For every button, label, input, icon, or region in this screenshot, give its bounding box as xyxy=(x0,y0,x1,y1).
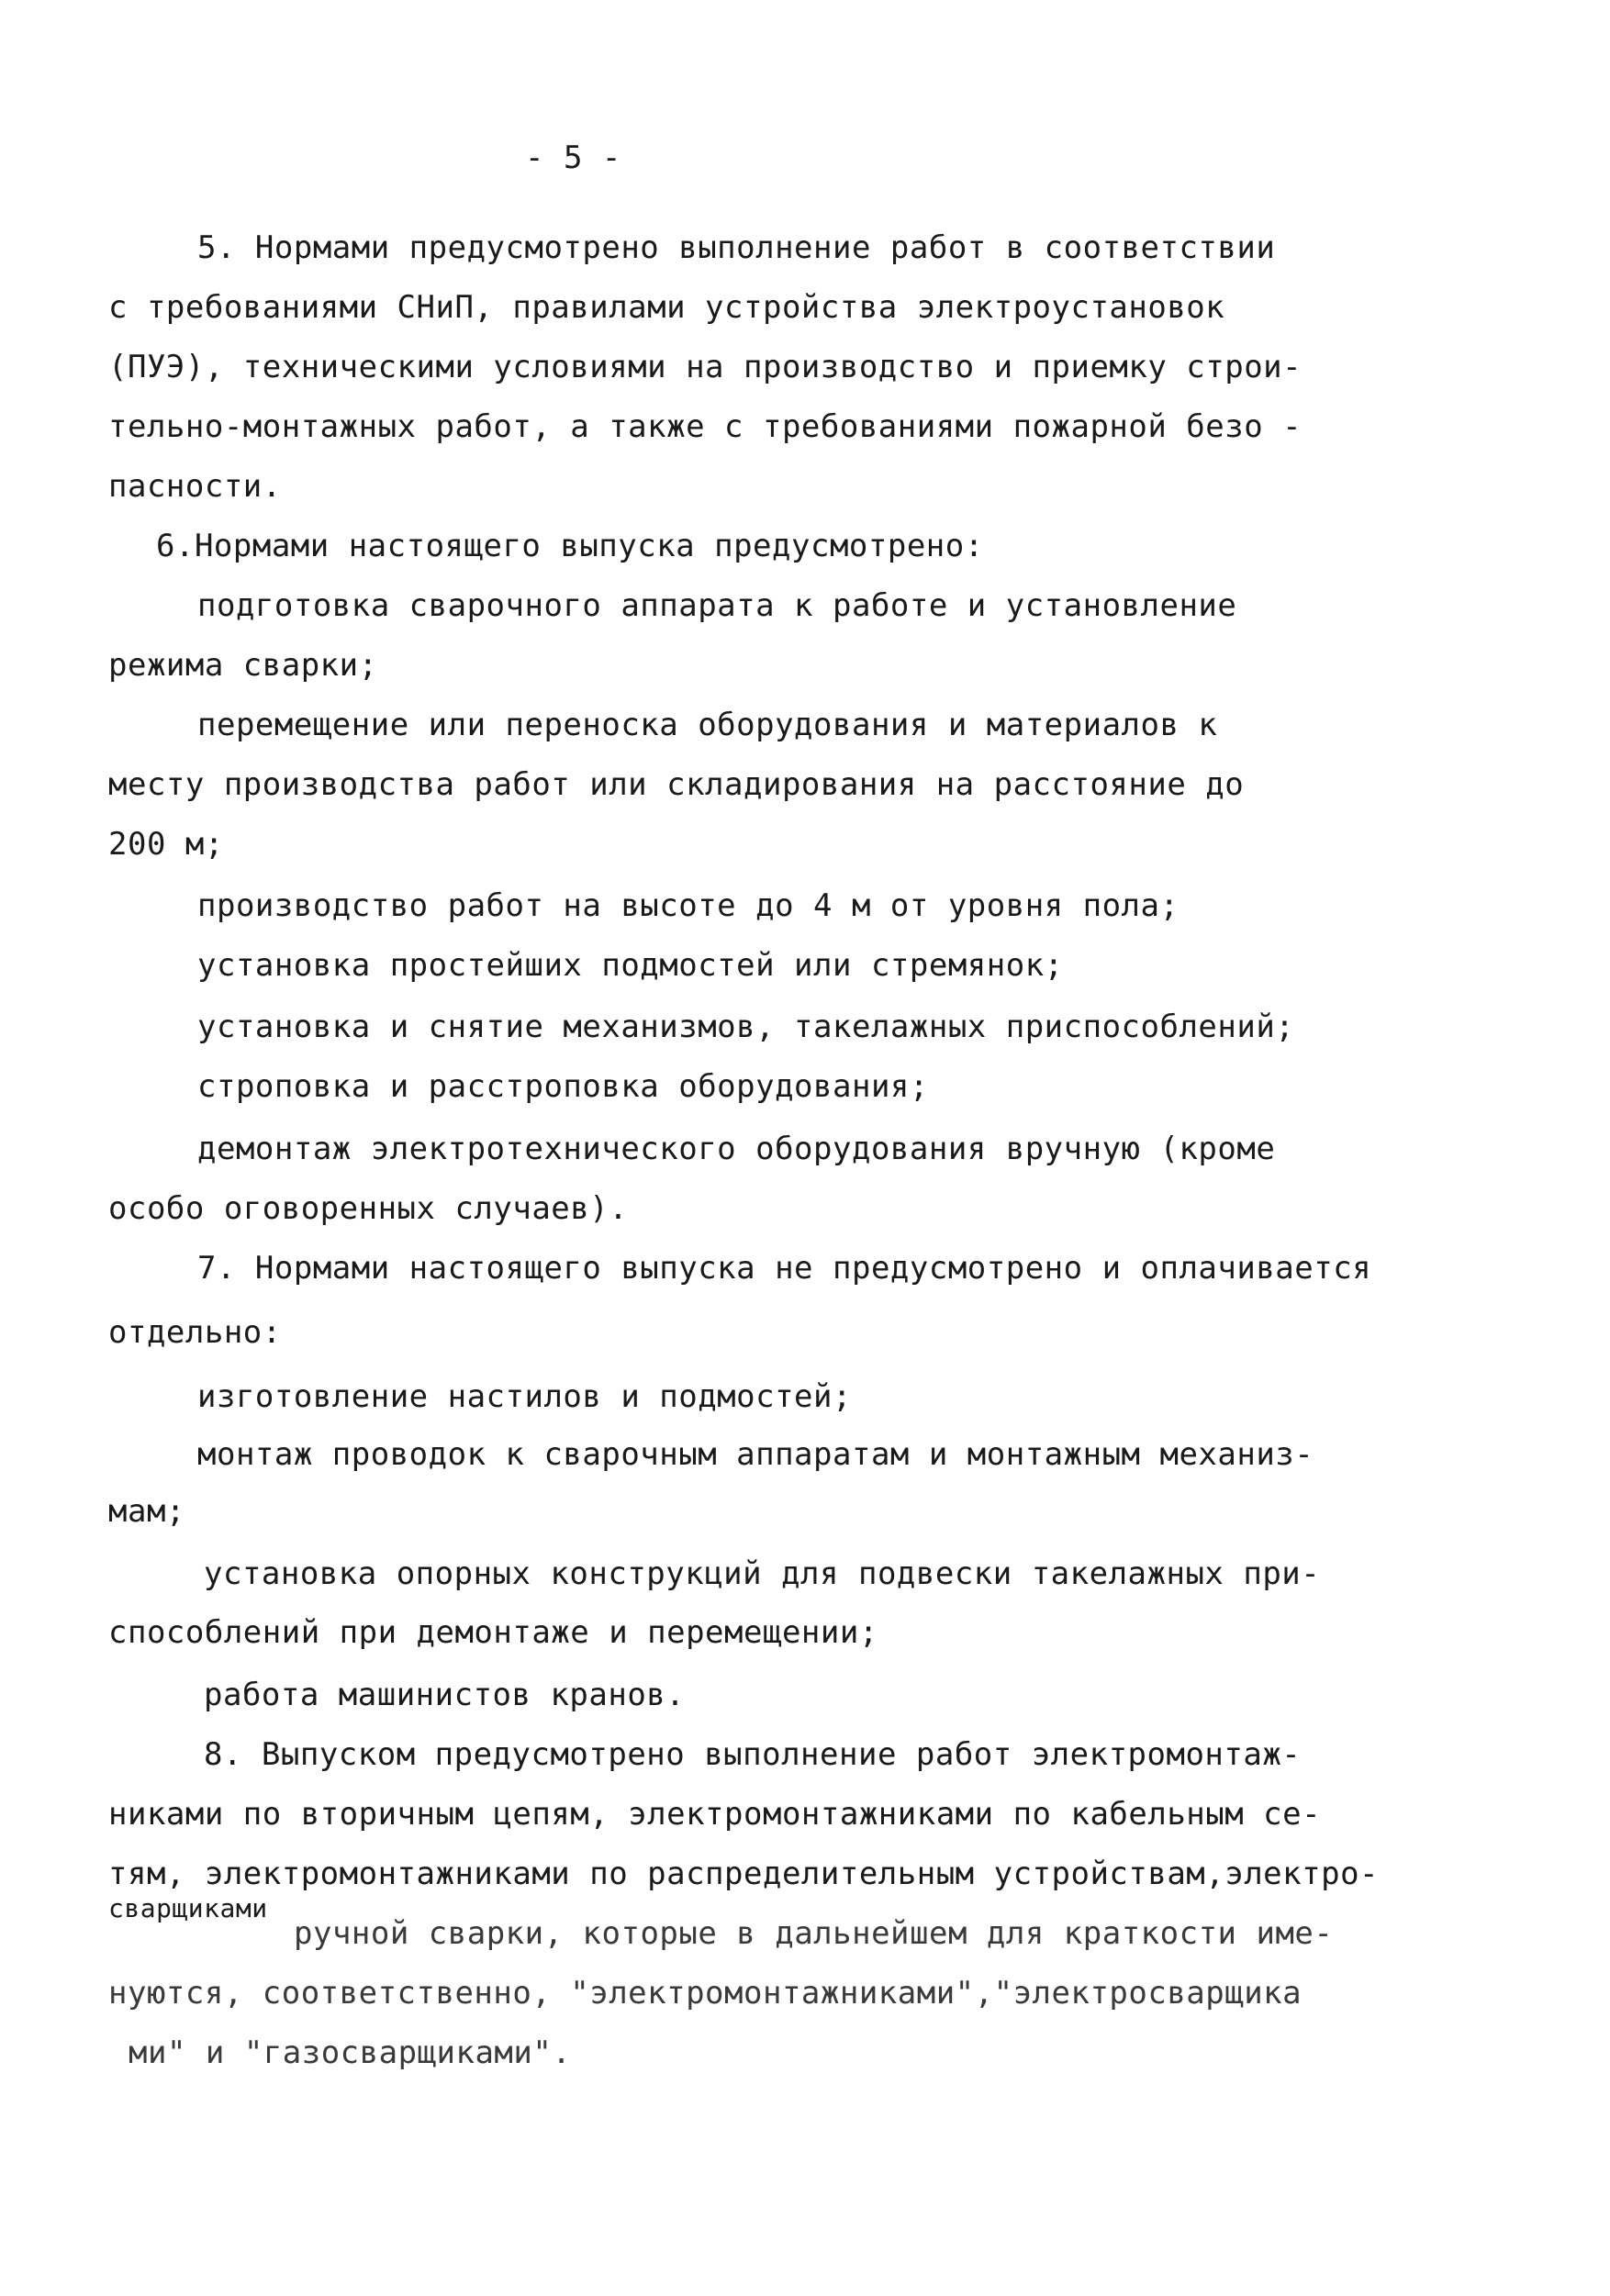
page-number: - 5 - xyxy=(525,139,621,176)
text-line: 7. Нормами настоящего выпуска не предусмотрено и оплачивается xyxy=(197,1250,1372,1287)
text-line: тям, электромонтажниками по распределительным устройствам,электро- xyxy=(108,1856,1380,1892)
text-line: работа машинистов кранов. xyxy=(204,1677,686,1713)
text-line: 6.Нормами настоящего выпуска предусмотрено: xyxy=(156,528,984,564)
text-line: ми" и "газосварщиками". xyxy=(129,2034,572,2071)
text-line: тельно-монтажных работ, а также с требованиями пожарной безо - xyxy=(108,408,1303,445)
text-line: перемещение или переноска оборудования и материалов к xyxy=(197,707,1218,743)
text-line: монтаж проводок к сварочным аппаратам и монтажным механиз- xyxy=(197,1436,1314,1473)
text-line: способлений при демонтаже и перемещении; xyxy=(108,1614,878,1651)
text-line: режима сварки; xyxy=(108,647,378,684)
text-line: ручной сварки, которые в дальнейшем для краткости име- xyxy=(294,1915,1334,1952)
text-line: нуются, соответственно, "электромонтажниками","электросварщика xyxy=(108,1975,1303,2012)
text-line: 5. Нормами предусмотрено выполнение работ в соответствии xyxy=(197,229,1276,266)
text-line: мам; xyxy=(108,1493,185,1530)
text-line: установка опорных конструкций для подвески такелажных при- xyxy=(204,1555,1321,1592)
text-line: демонтаж электротехнического оборудования вручную (кроме xyxy=(197,1131,1276,1167)
text-line: сварщиками xyxy=(108,1893,268,1923)
text-line: установка и снятие механизмов, такелажных приспособлений; xyxy=(197,1009,1295,1045)
text-line: отдельно: xyxy=(108,1314,282,1351)
text-line: пасности. xyxy=(108,468,282,505)
text-line: месту производства работ или складирования на расстояние до xyxy=(108,766,1245,803)
text-line: особо оговоренных случаев). xyxy=(108,1190,629,1227)
text-line: изготовление настилов и подмостей; xyxy=(197,1378,852,1415)
text-line: 200 м; xyxy=(108,826,224,863)
text-line: 8. Выпуском предусмотрено выполнение работ электромонтаж- xyxy=(204,1736,1302,1773)
text-line: никами по вторичным цепям, электромонтажниками по кабельным се- xyxy=(108,1796,1322,1833)
text-line: (ПУЭ), техническими условиями на производство и приемку строи- xyxy=(108,349,1303,385)
text-line: подготовка сварочного аппарата к работе и установление xyxy=(197,587,1237,624)
text-line: строповка и расстроповка оборудования; xyxy=(197,1068,929,1105)
text-line: установка простейших подмостей или стремянок; xyxy=(197,947,1064,984)
text-line: с требованиями СНиП, правилами устройства электроустановок xyxy=(108,289,1225,326)
text-line: производство работ на высоте до 4 м от уровня пола; xyxy=(197,887,1180,924)
